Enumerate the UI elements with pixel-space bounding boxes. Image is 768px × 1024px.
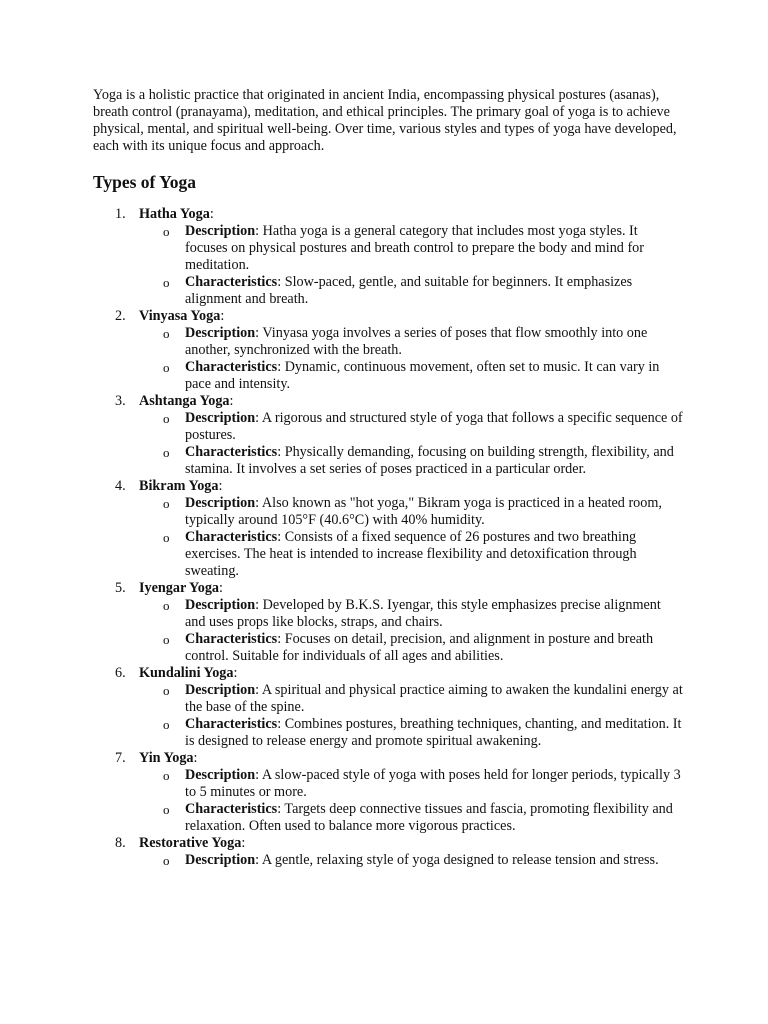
yoga-type-details	[139, 223, 683, 308]
yoga-type-details	[139, 597, 683, 665]
yoga-type-details	[139, 767, 683, 835]
yoga-type-item: 6. Kundalini Yoga: o Description: A spiritual and physical practice aiming to awaken the kundalini energy at the base of the spine. o Characteristics: Combines postures, breathing techniques, chanting, and meditation. It is designed to release energy and promote spiritual awakening.	[115, 665, 683, 749]
yoga-type-item: 3. Ashtanga Yoga: o Description: A rigorous and structured style of yoga that follows a specific sequence of postures. o Characteristics: Physically demanding, focusing on building strength, flexibility, and stamina. It involves a set series of poses practiced in a particular order.	[115, 393, 683, 477]
bullet-icon: o	[163, 411, 170, 426]
bullet-icon: o	[163, 445, 170, 460]
yoga-type-title: Iyengar Yoga	[139, 580, 220, 596]
detail-term: Characteristics	[185, 631, 278, 647]
detail-term: Characteristics	[185, 359, 278, 375]
detail-item: o Description: A slow-paced style of yoga with poses held for longer periods, typically 3 to 5 minutes or more.	[163, 767, 681, 800]
detail-term: Description	[185, 682, 256, 698]
yoga-type-item: 4. Bikram Yoga: o Description: Also known as "hot yoga," Bikram yoga is practiced in a heated room, typically around 105°F (40.6°C) with 40% humidity. o Characteristics: Consists of a fixed sequence of 26 postures and two breathing exercises. The heat is intended to increase flexibility and detoxification through sweating.	[93, 478, 683, 580]
detail-item: o Characteristics: Focuses on detail, precision, and alignment in posture and breath control. Suitable for individuals of all ages and abilities.	[163, 631, 654, 664]
yoga-type-title: Hatha Yoga	[139, 206, 210, 222]
yoga-types-list	[93, 206, 683, 869]
detail-text: Targets deep connective tissues and fascia, promoting flexibility and relaxation. Often used to balance more vigorous practices.	[185, 801, 673, 834]
list-number: 3.	[115, 393, 126, 409]
yoga-type-item: 5. Iyengar Yoga: o Description: Developed by B.K.S. Iyengar, this style emphasizes precise alignment and uses props like blocks, straps, and chairs. o Characteristics: Focuses on detail, precision, and alignment in posture and breath control. Suitable for individuals of all ages and abilities.	[93, 580, 683, 665]
intro-paragraph: Yoga is a holistic practice that originated in ancient India, encompassing physical postures (asanas), breath control (pranayama), meditation, and ethical principles. The primary goal of yoga is to achieve physical, mental, and spiritual well-being. Over time, various styles and types of yoga have developed, each with its unique focus and approach.	[93, 87, 677, 154]
detail-text: Vinyasa yoga involves a series of poses that flow smoothly into one another, synchronized with the breath.	[185, 325, 648, 358]
detail-term: Description	[185, 852, 256, 868]
detail-item: o Description: Also known as "hot yoga," Bikram yoga is practiced in a heated room, typically around 105°F (40.6°C) with 40% humidity.	[163, 495, 662, 528]
detail-text: A rigorous and structured style of yoga that follows a specific sequence of postures.	[185, 410, 683, 443]
detail-item: o Characteristics: Targets deep connective tissues and fascia, promoting flexibility and relaxation. Often used to balance more vigorous practices.	[163, 801, 673, 834]
detail-text: A spiritual and physical practice aiming to awaken the kundalini energy at the base of the spine.	[185, 682, 683, 715]
yoga-type-details	[139, 410, 683, 478]
yoga-type-title: Kundalini Yoga	[139, 665, 234, 681]
detail-item: o Characteristics: Physically demanding, focusing on building strength, flexibility, and stamina. It involves a set series of poses practiced in a particular order.	[163, 444, 674, 477]
yoga-type-item: 8. Restorative Yoga: o Description: A gentle, relaxing style of yoga designed to release tension and stress.	[93, 835, 683, 869]
detail-item: o Description: Hatha yoga is a general category that includes most yoga styles. It focuses on physical postures and breath control to prepare the body and mind for meditation.	[163, 223, 644, 273]
detail-text: Consists of a fixed sequence of 26 postures and two breathing exercises. The heat is intended to increase flexibility and detoxification through sweating.	[185, 529, 637, 579]
detail-item: o Characteristics: Consists of a fixed sequence of 26 postures and two breathing exercises. The heat is intended to increase flexibility and detoxification through sweating.	[163, 529, 637, 579]
detail-text: Developed by B.K.S. Iyengar, this style emphasizes precise alignment and uses props like blocks, straps, and chairs.	[185, 597, 661, 630]
detail-text: A gentle, relaxing style of yoga designed to release tension and stress.	[261, 852, 659, 868]
bullet-icon: o	[163, 632, 170, 647]
bullet-icon: o	[163, 802, 170, 817]
detail-item: o Characteristics: Slow-paced, gentle, and suitable for beginners. It emphasizes alignment and breath.	[163, 274, 633, 307]
bullet-icon: o	[163, 717, 170, 732]
detail-term: Description	[185, 767, 256, 783]
detail-term: Description	[185, 495, 256, 511]
detail-text: Combines postures, breathing techniques, chanting, and meditation. It is designed to release energy and promote spiritual awakening.	[185, 716, 682, 749]
detail-text: Physically demanding, focusing on building strength, flexibility, and stamina. It involves a set series of poses practiced in a particular order.	[185, 444, 674, 477]
detail-item: o Description: Vinyasa yoga involves a series of poses that flow smoothly into one another, synchronized with the breath.	[163, 325, 648, 358]
bullet-icon: o	[163, 275, 170, 290]
detail-term: Description	[185, 325, 256, 341]
bullet-icon: o	[163, 360, 170, 375]
bullet-icon: o	[163, 683, 170, 698]
detail-item: o Description: A spiritual and physical practice aiming to awaken the kundalini energy at the base of the spine.	[163, 682, 683, 715]
yoga-type-title: Ashtanga Yoga	[139, 393, 230, 409]
yoga-type-details	[139, 682, 683, 750]
yoga-type-title: Bikram Yoga	[139, 478, 219, 494]
yoga-type-details	[139, 852, 683, 869]
yoga-type-title: Vinyasa Yoga	[139, 308, 221, 324]
yoga-type-item: 2. Vinyasa Yoga: o Description: Vinyasa yoga involves a series of poses that flow smoothly into one another, synchronized with the breath. o Characteristics: Dynamic, continuous movement, often set to music. It can vary in pace and intensity.	[93, 308, 683, 393]
detail-item: o Description: A rigorous and structured style of yoga that follows a specific sequence of postures.	[163, 410, 683, 443]
detail-term: Description	[185, 597, 256, 613]
detail-term: Characteristics	[185, 801, 278, 817]
list-number: 5.	[115, 580, 126, 596]
yoga-type-title: Yin Yoga	[139, 750, 194, 766]
list-number: 1.	[115, 206, 126, 222]
detail-item: o Characteristics: Dynamic, continuous movement, often set to music. It can vary in pace and intensity.	[163, 359, 660, 392]
yoga-type-title: Restorative Yoga	[139, 835, 242, 851]
detail-term: Characteristics	[185, 444, 278, 460]
list-number: 2.	[115, 308, 126, 324]
bullet-icon: o	[163, 768, 170, 783]
detail-text: Slow-paced, gentle, and suitable for beginners. It emphasizes alignment and breath.	[185, 274, 633, 307]
detail-item: o Characteristics: Combines postures, breathing techniques, chanting, and meditation. It is designed to release energy and promote spiritual awakening.	[163, 716, 682, 749]
bullet-icon: o	[163, 496, 170, 511]
detail-text: A slow-paced style of yoga with poses held for longer periods, typically 3 to 5 minutes or more.	[185, 767, 681, 800]
bullet-icon: o	[163, 224, 170, 239]
list-number: 4.	[115, 478, 126, 494]
detail-item: o Description: Developed by B.K.S. Iyengar, this style emphasizes precise alignment and uses props like blocks, straps, and chairs.	[163, 597, 661, 630]
detail-text: Hatha yoga is a general category that includes most yoga styles. It focuses on physical postures and breath control to prepare the body and mind for meditation.	[185, 223, 644, 273]
list-number: 7.	[115, 750, 126, 766]
section-heading: Types of Yoga	[93, 172, 197, 192]
yoga-type-details	[139, 495, 683, 580]
yoga-type-item: 1. Hatha Yoga: o Description: Hatha yoga is a general category that includes most yoga styles. It focuses on physical postures and breath control to prepare the body and mind for meditation. o Characteristics: Slow-paced, gentle, and suitable for beginners. It emphasizes alignment and breath.	[93, 206, 683, 308]
list-number: 8.	[115, 835, 126, 851]
detail-term: Description	[185, 223, 256, 239]
detail-term: Characteristics	[185, 274, 278, 290]
document-page	[93, 87, 683, 869]
bullet-icon: o	[163, 530, 170, 545]
detail-term: Characteristics	[185, 529, 278, 545]
bullet-icon: o	[163, 853, 170, 868]
detail-term: Description	[185, 410, 256, 426]
yoga-type-item: 7. Yin Yoga: o Description: A slow-paced style of yoga with poses held for longer periods, typically 3 to 5 minutes or more. o Characteristics: Targets deep connective tissues and fascia, promoting flexibility and relaxation. Often used to balance more vigorous practices.	[93, 750, 683, 835]
detail-text: Focuses on detail, precision, and alignment in posture and breath control. Suitable for individuals of all ages and abilities.	[185, 631, 654, 664]
detail-term: Characteristics	[185, 716, 278, 732]
bullet-icon: o	[163, 326, 170, 341]
bullet-icon: o	[163, 598, 170, 613]
detail-item: o Description: A gentle, relaxing style of yoga designed to release tension and stress.	[163, 852, 659, 868]
detail-text: Dynamic, continuous movement, often set to music. It can vary in pace and intensity.	[185, 359, 660, 392]
detail-text: Also known as "hot yoga," Bikram yoga is practiced in a heated room, typically around 105°F (40.6°C) with 40% humidity.	[185, 495, 662, 528]
yoga-type-details	[139, 325, 683, 393]
list-number: 6.	[115, 665, 126, 681]
